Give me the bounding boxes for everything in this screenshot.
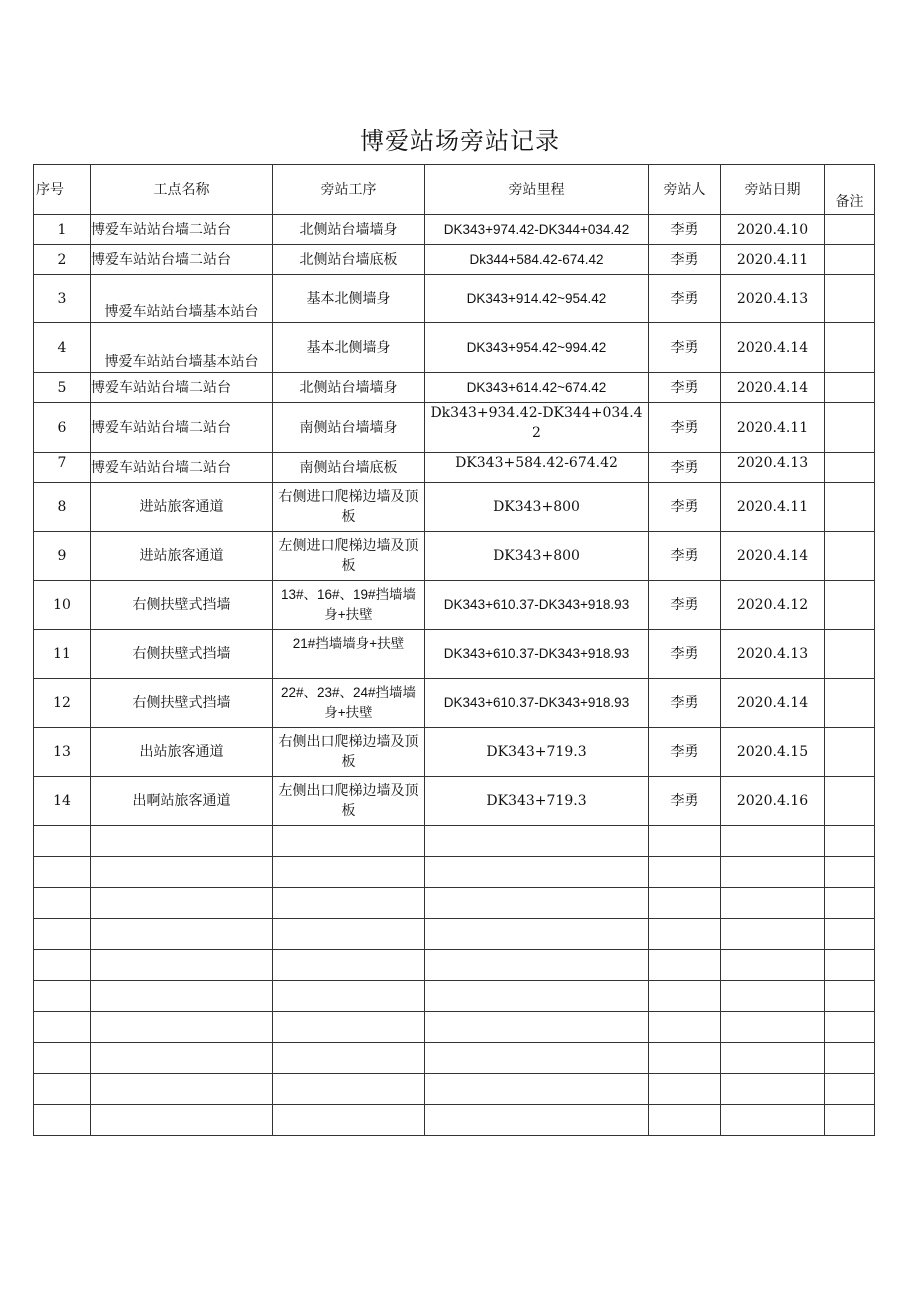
cell-no: 2 — [34, 245, 91, 275]
table-header-row — [34, 165, 875, 215]
cell-process: 右侧进口爬梯边墙及顶板 — [273, 483, 425, 532]
cell-no: 7 — [34, 453, 91, 483]
blank-cell — [425, 950, 649, 981]
blank-cell — [721, 1105, 825, 1136]
blank-cell — [425, 919, 649, 950]
cell-person: 李勇 — [649, 532, 721, 581]
cell-person: 李勇 — [649, 777, 721, 826]
cell-mileage: DK343+610.37-DK343+918.93 — [425, 581, 649, 630]
cell-remark — [825, 777, 875, 826]
blank-cell — [34, 919, 91, 950]
cell-date: 2020.4.14 — [721, 373, 825, 403]
cell-remark — [825, 323, 875, 373]
cell-site: 出啊站旅客通道 — [91, 777, 273, 826]
blank-cell — [273, 1074, 425, 1105]
blank-cell — [721, 1012, 825, 1043]
cell-no: 10 — [34, 581, 91, 630]
cell-mileage: Dk343+934.42-DK344+034.42 — [425, 403, 649, 453]
blank-cell — [34, 1074, 91, 1105]
blank-cell — [91, 1012, 273, 1043]
blank-cell — [273, 1012, 425, 1043]
cell-site: 博爱车站站台墙二站台 — [91, 453, 273, 483]
blank-cell — [273, 919, 425, 950]
blank-cell — [721, 826, 825, 857]
blank-cell — [273, 950, 425, 981]
cell-site: 博爱车站站台墙基本站台 — [91, 275, 273, 323]
cell-date: 2020.4.14 — [721, 532, 825, 581]
cell-process: 南侧站台墙墙身 — [273, 403, 425, 453]
column-header-no: 序号 — [34, 165, 91, 215]
column-header-remark: 备注 — [825, 165, 875, 215]
cell-person: 李勇 — [649, 245, 721, 275]
cell-site: 右侧扶壁式挡墙 — [91, 679, 273, 728]
cell-date: 2020.4.12 — [721, 581, 825, 630]
column-header-date: 旁站日期 — [721, 165, 825, 215]
blank-cell — [649, 919, 721, 950]
blank-cell — [825, 857, 875, 888]
blank-cell — [34, 1012, 91, 1043]
cell-date: 2020.4.16 — [721, 777, 825, 826]
cell-site: 进站旅客通道 — [91, 532, 273, 581]
cell-mileage: DK343+954.42~994.42 — [425, 323, 649, 373]
blank-cell — [425, 1074, 649, 1105]
cell-date: 2020.4.14 — [721, 679, 825, 728]
table-row — [34, 403, 875, 453]
blank-cell — [34, 1105, 91, 1136]
cell-process: 左侧出口爬梯边墙及顶板 — [273, 777, 425, 826]
cell-mileage: DK343+800 — [425, 532, 649, 581]
blank-cell — [721, 857, 825, 888]
cell-remark — [825, 483, 875, 532]
cell-mileage: DK343+584.42-674.42 — [425, 453, 649, 483]
cell-remark — [825, 403, 875, 453]
cell-process: 基本北侧墙身 — [273, 275, 425, 323]
cell-process: 右侧出口爬梯边墙及顶板 — [273, 728, 425, 777]
cell-remark — [825, 581, 875, 630]
cell-no: 9 — [34, 532, 91, 581]
blank-cell — [825, 826, 875, 857]
column-header-person: 旁站人 — [649, 165, 721, 215]
blank-cell — [825, 1012, 875, 1043]
cell-mileage: DK343+719.3 — [425, 777, 649, 826]
blank-cell — [273, 888, 425, 919]
cell-date: 2020.4.15 — [721, 728, 825, 777]
blank-cell — [825, 1105, 875, 1136]
cell-no: 1 — [34, 215, 91, 245]
blank-cell — [425, 1012, 649, 1043]
cell-process: 北侧站台墙底板 — [273, 245, 425, 275]
blank-cell — [91, 1074, 273, 1105]
blank-cell — [425, 857, 649, 888]
cell-site: 博爱车站站台墙二站台 — [91, 245, 273, 275]
cell-site: 博爱车站站台墙二站台 — [91, 215, 273, 245]
cell-process: 南侧站台墙底板 — [273, 453, 425, 483]
cell-person: 李勇 — [649, 581, 721, 630]
column-header-mileage: 旁站里程 — [425, 165, 649, 215]
table-row — [34, 245, 875, 275]
blank-cell — [91, 919, 273, 950]
blank-cell — [91, 1105, 273, 1136]
cell-no: 12 — [34, 679, 91, 728]
cell-date: 2020.4.13 — [721, 453, 825, 483]
blank-cell — [649, 981, 721, 1012]
blank-row — [34, 826, 875, 857]
cell-person: 李勇 — [649, 453, 721, 483]
blank-row — [34, 1074, 875, 1105]
table-row — [34, 453, 875, 483]
blank-row — [34, 919, 875, 950]
cell-remark — [825, 630, 875, 679]
blank-row — [34, 888, 875, 919]
table-row — [34, 215, 875, 245]
blank-cell — [34, 950, 91, 981]
cell-remark — [825, 373, 875, 403]
cell-no: 8 — [34, 483, 91, 532]
cell-no: 13 — [34, 728, 91, 777]
cell-process: 北侧站台墙墙身 — [273, 215, 425, 245]
blank-cell — [721, 919, 825, 950]
cell-mileage: DK343+610.37-DK343+918.93 — [425, 630, 649, 679]
blank-cell — [425, 826, 649, 857]
blank-cell — [425, 1105, 649, 1136]
blank-cell — [273, 1105, 425, 1136]
blank-cell — [34, 888, 91, 919]
blank-cell — [425, 981, 649, 1012]
table-row — [34, 275, 875, 323]
blank-cell — [825, 1043, 875, 1074]
table-row — [34, 581, 875, 630]
blank-cell — [91, 981, 273, 1012]
blank-cell — [825, 1074, 875, 1105]
blank-cell — [91, 888, 273, 919]
cell-process: 22#、23#、24#挡墙墙身+扶壁 — [273, 679, 425, 728]
table-row — [34, 532, 875, 581]
document-title: 博爱站场旁站记录 — [360, 127, 560, 155]
cell-site: 博爱车站站台墙二站台 — [91, 373, 273, 403]
table-row — [34, 483, 875, 532]
blank-row — [34, 1012, 875, 1043]
cell-date: 2020.4.11 — [721, 403, 825, 453]
cell-person: 李勇 — [649, 275, 721, 323]
cell-process: 北侧站台墙墙身 — [273, 373, 425, 403]
cell-no: 14 — [34, 777, 91, 826]
blank-cell — [649, 1074, 721, 1105]
blank-cell — [649, 950, 721, 981]
blank-cell — [273, 1043, 425, 1074]
blank-cell — [425, 888, 649, 919]
blank-cell — [649, 1012, 721, 1043]
blank-cell — [649, 857, 721, 888]
inspection-record-table — [33, 164, 875, 1136]
blank-row — [34, 1105, 875, 1136]
cell-mileage: DK343+800 — [425, 483, 649, 532]
blank-cell — [91, 950, 273, 981]
cell-person: 李勇 — [649, 483, 721, 532]
cell-no: 4 — [34, 323, 91, 373]
blank-cell — [721, 1043, 825, 1074]
cell-person: 李勇 — [649, 630, 721, 679]
cell-process: 21#挡墙墙身+扶壁 — [273, 630, 425, 679]
blank-cell — [34, 857, 91, 888]
cell-remark — [825, 215, 875, 245]
blank-cell — [34, 1043, 91, 1074]
cell-site: 右侧扶壁式挡墙 — [91, 630, 273, 679]
blank-cell — [34, 826, 91, 857]
cell-person: 李勇 — [649, 679, 721, 728]
column-header-process: 旁站工序 — [273, 165, 425, 215]
cell-date: 2020.4.11 — [721, 483, 825, 532]
cell-no: 11 — [34, 630, 91, 679]
blank-row — [34, 950, 875, 981]
blank-cell — [34, 981, 91, 1012]
cell-no: 5 — [34, 373, 91, 403]
cell-mileage: DK343+914.42~954.42 — [425, 275, 649, 323]
cell-no: 6 — [34, 403, 91, 453]
table-row — [34, 630, 875, 679]
cell-person: 李勇 — [649, 403, 721, 453]
cell-process: 左侧进口爬梯边墙及顶板 — [273, 532, 425, 581]
blank-cell — [273, 857, 425, 888]
blank-cell — [273, 981, 425, 1012]
cell-remark — [825, 679, 875, 728]
cell-site: 出站旅客通道 — [91, 728, 273, 777]
blank-cell — [721, 981, 825, 1012]
cell-person: 李勇 — [649, 373, 721, 403]
blank-cell — [825, 981, 875, 1012]
blank-cell — [825, 950, 875, 981]
cell-site: 进站旅客通道 — [91, 483, 273, 532]
cell-person: 李勇 — [649, 215, 721, 245]
cell-process: 基本北侧墙身 — [273, 323, 425, 373]
blank-cell — [649, 888, 721, 919]
cell-remark — [825, 453, 875, 483]
table-row — [34, 679, 875, 728]
table-row — [34, 777, 875, 826]
blank-cell — [825, 888, 875, 919]
blank-cell — [721, 888, 825, 919]
cell-site: 博爱车站站台墙基本站台 — [91, 323, 273, 373]
cell-remark — [825, 532, 875, 581]
cell-date: 2020.4.11 — [721, 245, 825, 275]
cell-person: 李勇 — [649, 323, 721, 373]
cell-date: 2020.4.13 — [721, 275, 825, 323]
cell-remark — [825, 728, 875, 777]
blank-cell — [649, 1043, 721, 1074]
cell-date: 2020.4.10 — [721, 215, 825, 245]
table-row — [34, 373, 875, 403]
cell-date: 2020.4.13 — [721, 630, 825, 679]
cell-person: 李勇 — [649, 728, 721, 777]
blank-cell — [649, 1105, 721, 1136]
blank-row — [34, 1043, 875, 1074]
blank-cell — [273, 826, 425, 857]
blank-cell — [425, 1043, 649, 1074]
blank-cell — [649, 826, 721, 857]
column-header-site: 工点名称 — [91, 165, 273, 215]
blank-cell — [91, 826, 273, 857]
blank-cell — [91, 857, 273, 888]
cell-remark — [825, 245, 875, 275]
blank-cell — [825, 919, 875, 950]
cell-mileage: Dk344+584.42-674.42 — [425, 245, 649, 275]
cell-remark — [825, 275, 875, 323]
cell-process: 13#、16#、19#挡墙墙身+扶壁 — [273, 581, 425, 630]
blank-row — [34, 857, 875, 888]
blank-row — [34, 981, 875, 1012]
cell-date: 2020.4.14 — [721, 323, 825, 373]
table-row — [34, 323, 875, 373]
cell-mileage: DK343+610.37-DK343+918.93 — [425, 679, 649, 728]
cell-site: 博爱车站站台墙二站台 — [91, 403, 273, 453]
cell-mileage: DK343+974.42-DK344+034.42 — [425, 215, 649, 245]
cell-mileage: DK343+719.3 — [425, 728, 649, 777]
cell-mileage: DK343+614.42~674.42 — [425, 373, 649, 403]
blank-cell — [91, 1043, 273, 1074]
blank-cell — [721, 1074, 825, 1105]
cell-site: 右侧扶壁式挡墙 — [91, 581, 273, 630]
cell-no: 3 — [34, 275, 91, 323]
blank-cell — [721, 950, 825, 981]
table-row — [34, 728, 875, 777]
